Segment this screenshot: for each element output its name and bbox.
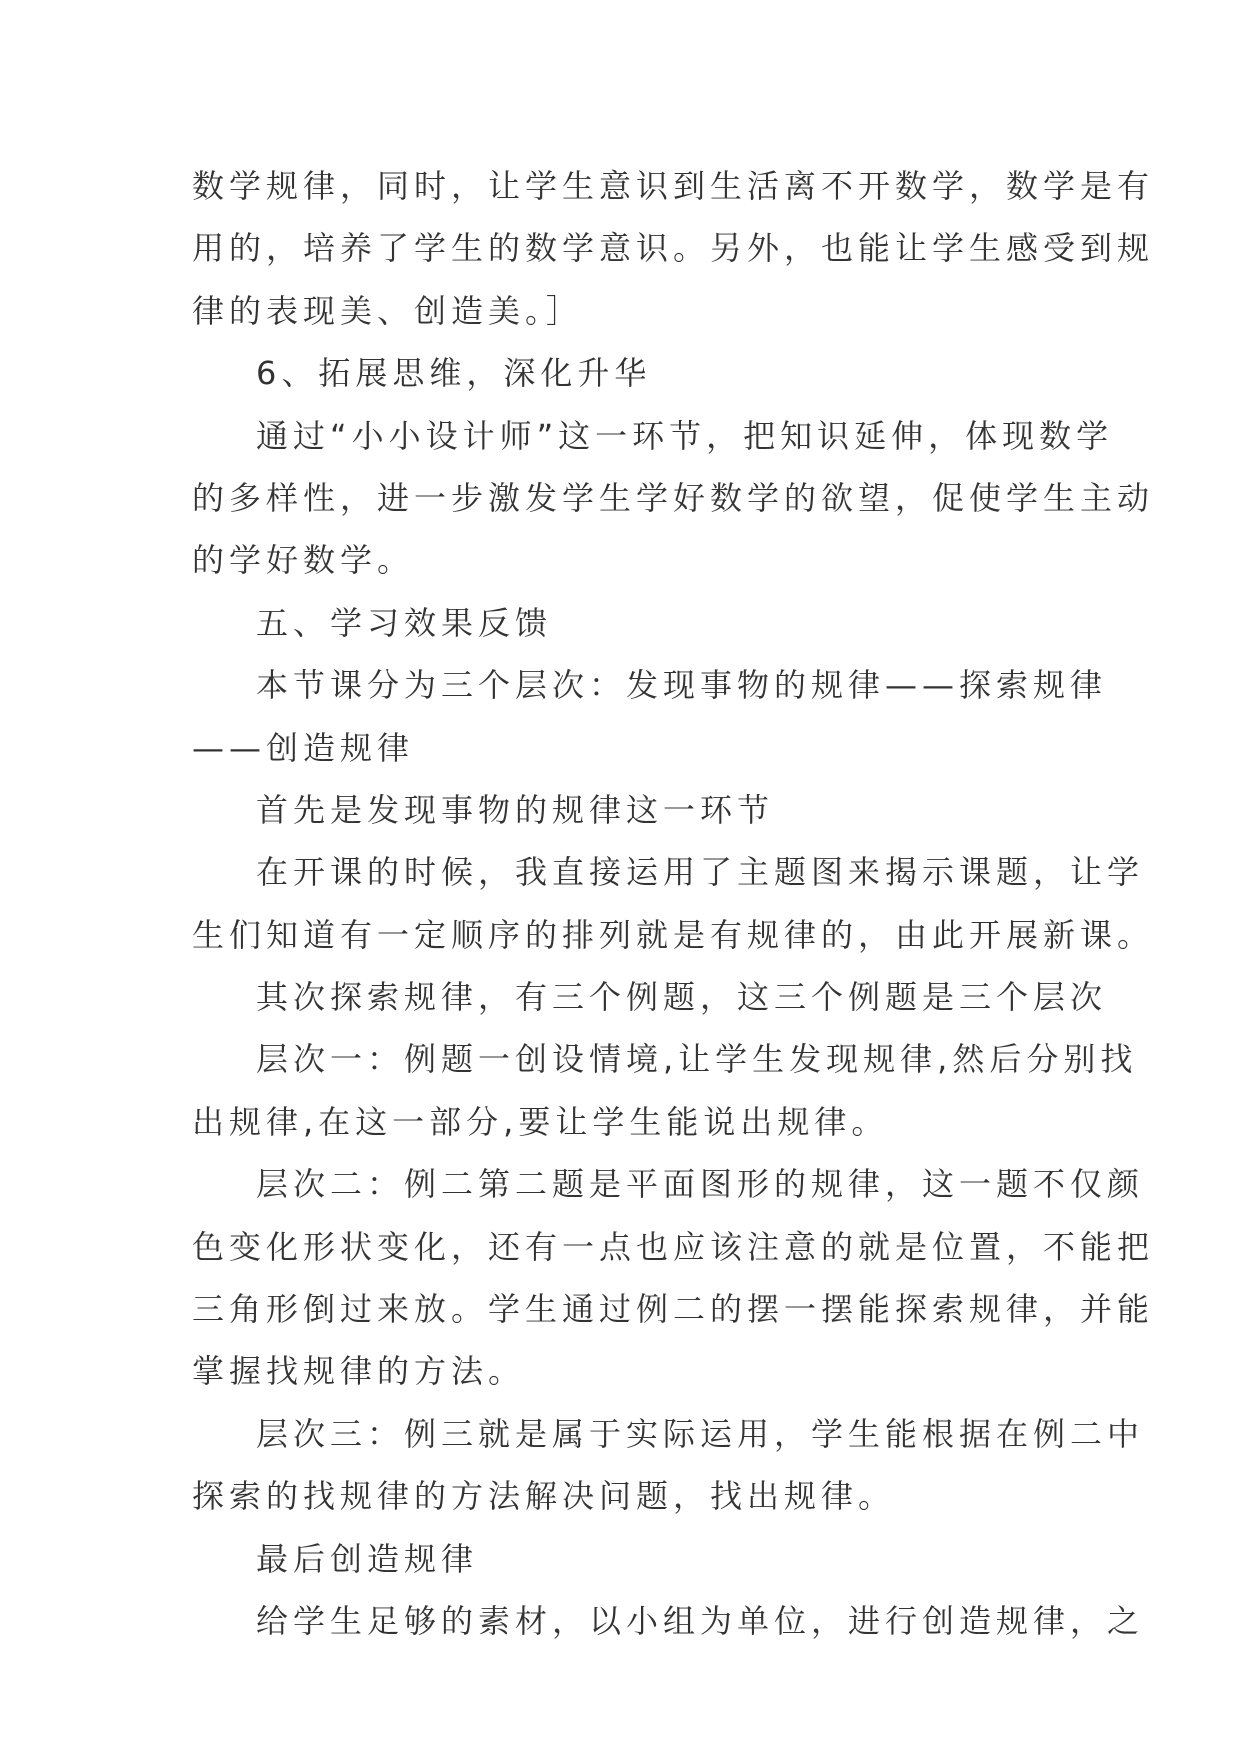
text-line: 在开课的时候，我直接运用了主题图来揭示课题，让学 [256, 853, 1145, 892]
text-line: 其次探索规律，有三个例题，这三个例题是三个层次 [256, 978, 1108, 1017]
section-heading: 五、学习效果反馈 [256, 603, 553, 642]
text-line: 的学好数学。 [192, 541, 415, 580]
text-line: 层次二：例二第二题是平面图形的规律，这一题不仅颜 [256, 1165, 1145, 1204]
text-line: 探索的找规律的方法解决问题，找出规律。 [192, 1477, 896, 1516]
text-line: 律的表现美、创造美。］ [192, 291, 584, 330]
text-line: 层次一：例题一创设情境,让学生发现规律,然后分别找 [256, 1040, 1138, 1079]
text-line: 给学生足够的素材，以小组为单位，进行创造规律，之 [256, 1601, 1145, 1640]
text-line: 通过“小小设计师”这一环节，把知识延伸，体现数学 [256, 416, 1114, 455]
text-line: 最后创造规律 [256, 1539, 479, 1578]
text-line: 数学规律，同时，让学生意识到生活离不开数学，数学是有 [192, 167, 1155, 205]
text-line: 首先是发现事物的规律这一环节 [256, 790, 775, 829]
text-line: 生们知道有一定顺序的排列就是有规律的，由此开展新课。 [192, 915, 1155, 954]
text-line: ——创造规律 [192, 728, 415, 767]
text-line: 三角形倒过来放。学生通过例二的摆一摆能探索规律，并能 [192, 1290, 1155, 1329]
text-line: 出规律,在这一部分,要让学生能说出规律。 [192, 1102, 889, 1141]
text-line: 用的，培养了学生的数学意识。另外，也能让学生感受到规 [192, 229, 1155, 268]
document-body [192, 155, 1155, 1652]
text-line: 的多样性，进一步激发学生学好数学的欲望，促使学生主动 [192, 478, 1155, 517]
text-line: 层次三：例三就是属于实际运用，学生能根据在例二中 [256, 1414, 1145, 1453]
text-line: 本节课分为三个层次：发现事物的规律——探索规律 [256, 666, 1108, 705]
text-line: 掌握找规律的方法。 [192, 1352, 526, 1391]
text-line: 色变化形状变化，还有一点也应该注意的就是位置，不能把 [192, 1227, 1155, 1266]
section-heading: 6、拓展思维，深化升华 [256, 354, 652, 393]
